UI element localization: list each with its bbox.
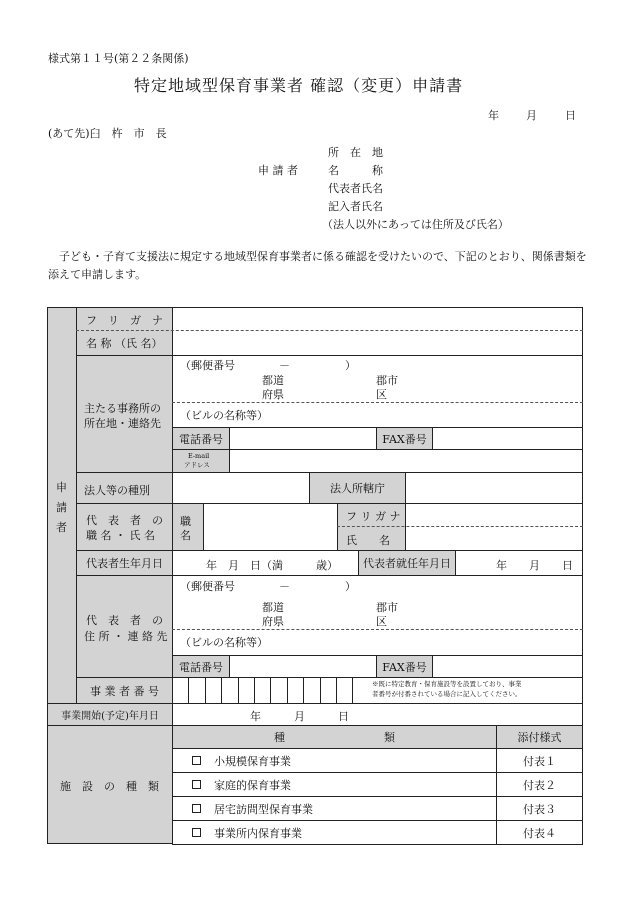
- applicant-side-label: 申 請 者: [56, 481, 67, 534]
- rep-title-label-2: 職 名 ・ 氏 名: [86, 529, 155, 542]
- rep-tel-label: 電話番号: [172, 655, 230, 678]
- rep-birth-label: 代表者生年月日: [76, 550, 173, 576]
- kind-header: 種 類: [172, 725, 497, 749]
- corp-office-label: 法人所轄庁: [309, 472, 406, 504]
- facility-attach: 付表１: [496, 748, 583, 773]
- facility-name: 事業所内保育事業: [214, 827, 302, 840]
- digit-divider: [221, 677, 222, 704]
- digit-divider: [254, 677, 255, 704]
- date-month: 月: [526, 109, 537, 122]
- rep-building: （ビルの名称等）: [180, 636, 268, 649]
- business-note-2: 者番号が付番されている場合に記入してください。: [372, 690, 522, 698]
- digit-divider: [238, 677, 239, 704]
- start-date-label: 事業開始(予定)年月日: [47, 703, 173, 726]
- rep-furigana-label: フ リ ガ ナ: [346, 510, 401, 523]
- address-label: 所 在 地: [328, 146, 383, 159]
- facility-checkbox[interactable]: [192, 804, 201, 813]
- digit-divider: [336, 677, 337, 704]
- rep-todofuken-1: 都道: [262, 601, 284, 614]
- rep-gunshi-1: 郡市: [376, 601, 398, 614]
- digit-divider: [205, 677, 206, 704]
- facility-name: 家庭的保育事業: [214, 779, 291, 792]
- rep-shimei-label: 氏 名: [346, 534, 390, 547]
- digit-divider: [303, 677, 304, 704]
- office-tel-label: 電話番号: [172, 427, 230, 450]
- facility-checkbox[interactable]: [192, 780, 201, 789]
- rep-birth-value: 年 月 日（満 歳）: [206, 559, 338, 572]
- digit-divider: [320, 677, 321, 704]
- facility-name: 小規模保育事業: [214, 755, 291, 768]
- date-year: 年: [488, 109, 499, 122]
- rep-addr-label-2: 住 所 ・ 連 絡 先: [84, 630, 168, 643]
- facility-name: 居宅訪問型保育事業: [214, 803, 313, 816]
- business-number-label: 事 業 者 番 号: [76, 677, 173, 704]
- rep-fax-label: FAX番号: [376, 655, 433, 678]
- rep-start-label: 代表者就任年月日: [358, 550, 456, 576]
- page-title: 特定地域型保育事業者 確認（変更）申請書: [134, 76, 464, 95]
- rep-gunshi-2: 区: [376, 615, 387, 628]
- facility-attach: 付表２: [496, 772, 583, 797]
- office-gunshi-2: 区: [376, 388, 387, 401]
- facility-label: 施 設 の 種 類: [60, 780, 159, 793]
- business-note-1: ※既に特定教育・保育施設等を設置しており、事業: [372, 680, 522, 688]
- facility-checkbox[interactable]: [192, 828, 201, 837]
- digit-divider: [352, 677, 353, 704]
- intro-text: 子ども・子育て支援法に規定する地域型保育事業者に係る確認を受けたいので、下記のとおり、関係書類を添えて申請します。: [48, 250, 587, 281]
- rep-postal: （郵便番号 － ）: [180, 580, 356, 593]
- office-fax-label: FAX番号: [376, 427, 433, 450]
- attach-header: 添付様式: [496, 725, 583, 749]
- furigana-label: フ リ ガ ナ: [86, 314, 163, 327]
- digit-divider: [188, 677, 189, 704]
- start-date-value: 年 月 日: [250, 710, 349, 723]
- shoku-label-2: 名: [180, 529, 191, 542]
- email-label-1: E-mail: [188, 452, 210, 460]
- digit-divider: [287, 677, 288, 704]
- rep-start-value: 年 月 日: [496, 559, 573, 572]
- shoku-label-1: 職: [180, 515, 191, 528]
- office-building: （ビルの名称等）: [180, 409, 268, 422]
- start-date-row[interactable]: [172, 703, 583, 726]
- addressee: (あて先)臼 杵 市 長: [48, 127, 167, 140]
- rep-title-label-1: 代 表 者 の: [86, 514, 163, 527]
- office-gunshi-1: 郡市: [376, 374, 398, 387]
- writer-label: 記入者氏名: [328, 200, 383, 213]
- corp-type-label: 法人等の種別: [84, 484, 150, 497]
- facility-checkbox[interactable]: [192, 756, 201, 765]
- rep-todofuken-2: 府県: [262, 615, 284, 628]
- name-label: 名 称 （氏 名）: [86, 337, 163, 350]
- office-todofuken-2: 府県: [262, 388, 284, 401]
- office-label-1: 主たる事務所の: [84, 402, 161, 415]
- name-label: 名 称: [328, 164, 383, 177]
- applicant-label: 申 請 者: [258, 164, 298, 177]
- office-label-2: 所在地・連絡先: [84, 417, 161, 430]
- form-number: 様式第１１号(第２２条関係): [48, 52, 189, 65]
- rep-addr-label-1: 代 表 者 の: [86, 614, 163, 627]
- facility-attach: 付表４: [496, 820, 583, 845]
- name-input-cell[interactable]: [172, 307, 583, 356]
- digit-divider: [270, 677, 271, 704]
- facility-attach: 付表３: [496, 796, 583, 821]
- email-label-2: アドレス: [184, 461, 210, 469]
- office-todofuken-1: 都道: [262, 374, 284, 387]
- date-day: 日: [565, 109, 576, 122]
- rep-name-label: 代表者氏名: [328, 182, 383, 195]
- office-postal: （郵便番号 － ）: [180, 359, 356, 372]
- non-corp-note: （法人以外にあっては住所及び氏名）: [322, 218, 509, 231]
